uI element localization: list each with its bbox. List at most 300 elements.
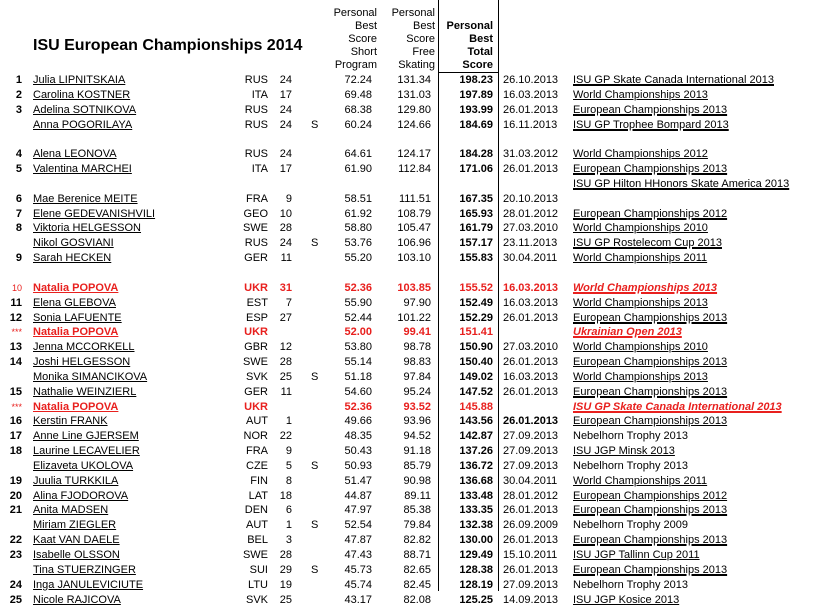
cell-nat: UKR — [244, 400, 268, 413]
cell-age: 25 — [279, 370, 292, 383]
cell-s: S — [311, 563, 319, 576]
cell-rank: 3 — [15, 103, 22, 116]
cell-fs: 89.11 — [404, 489, 431, 502]
cell-nat: SVK — [245, 593, 268, 606]
cell-fs: 106.96 — [397, 237, 431, 250]
cell-total: 152.29 — [459, 311, 493, 324]
cell-age: 28 — [279, 222, 292, 235]
cell-age: 17 — [279, 88, 292, 101]
cell-age: 24 — [279, 103, 292, 116]
cell-fs: 131.34 — [397, 74, 431, 86]
table-row — [0, 414, 813, 429]
skater-name-link[interactable]: Tina STUERZINGER — [33, 563, 136, 576]
cell-rank: 12 — [9, 311, 22, 324]
cell-nat: FIN — [250, 474, 268, 487]
cell-nat: SWE — [242, 356, 268, 369]
cell-date: 16.03.2013 — [503, 281, 559, 294]
table-row — [0, 88, 813, 103]
cell-sp: 51.47 — [344, 474, 372, 487]
event-link[interactable]: World Championships 2012 — [573, 148, 708, 161]
cell-total: 137.26 — [459, 445, 493, 458]
cell-s: S — [311, 118, 319, 131]
cell-rank: *** — [11, 401, 22, 412]
table-row — [0, 400, 813, 415]
cell-fs: 124.66 — [397, 118, 431, 131]
event-link[interactable]: ISU JGP Minsk 2013 — [573, 445, 675, 458]
event-link: Nebelhorn Trophy 2013 — [573, 430, 688, 443]
cell-total: 155.52 — [459, 281, 493, 294]
skater-name-link[interactable]: Anna POGORILAYA — [33, 118, 133, 131]
event-link[interactable]: World Championships 2010 — [573, 341, 708, 354]
cell-fs: 95.24 — [403, 385, 431, 398]
skater-name-link[interactable]: Valentina MARCHEI — [33, 163, 132, 176]
cell-sp: 55.90 — [344, 296, 372, 309]
cell-total: 151.41 — [459, 326, 493, 339]
event-link[interactable]: World Championships 2013 — [573, 281, 718, 294]
table-row — [0, 459, 813, 474]
table-row — [0, 325, 813, 340]
cell-rank: 13 — [9, 341, 22, 354]
event-link: Nebelhorn Trophy 2009 — [573, 519, 688, 532]
cell-date: 26.01.2013 — [503, 563, 559, 576]
cell-age: 24 — [279, 118, 292, 131]
cell-nat: SWE — [242, 549, 268, 561]
skater-name-link[interactable]: Sarah HECKEN — [33, 252, 112, 265]
cell-s: S — [311, 370, 319, 383]
cell-date: 26.09.2009 — [503, 519, 559, 532]
cell-date: 26.01.2013 — [503, 534, 559, 547]
cell-rank: 23 — [9, 549, 22, 561]
cell-total: 145.88 — [459, 400, 493, 413]
cell-fs: 99.41 — [403, 326, 431, 339]
cell-sp: 54.60 — [344, 385, 372, 398]
cell-nat: SVK — [245, 370, 268, 383]
cell-fs: 82.65 — [403, 563, 431, 576]
table-row — [0, 221, 813, 236]
cell-nat: LTU — [248, 578, 268, 591]
cell-age: 25 — [279, 593, 292, 606]
cell-rank: 16 — [9, 415, 22, 428]
cell-rank: 1 — [15, 74, 22, 86]
cell-age: 11 — [280, 385, 292, 398]
table-row — [0, 474, 813, 489]
cell-total: 147.52 — [459, 385, 493, 398]
cell-age: 12 — [279, 341, 292, 354]
cell-sp: 61.90 — [344, 163, 372, 176]
table-row — [0, 518, 813, 533]
cell-total: 165.93 — [459, 207, 493, 220]
table-row — [0, 385, 813, 400]
event-link[interactable]: ISU JGP Kosice 2013 — [573, 593, 680, 606]
event-link[interactable]: World Championships 2010 — [573, 222, 708, 235]
skater-name-link[interactable]: Natalia POPOVA — [33, 281, 119, 294]
cell-age: 9 — [285, 192, 292, 205]
cell-nat: ITA — [251, 163, 268, 176]
cell-rank: 2 — [15, 88, 22, 101]
cell-age: 24 — [279, 148, 292, 161]
cell-age: 29 — [279, 563, 292, 576]
event-link[interactable]: European Championships 2013 — [573, 311, 728, 324]
skater-name-link[interactable]: Elena GLEBOVA — [33, 296, 116, 309]
cell-rank: 19 — [9, 474, 22, 487]
cell-age: 22 — [279, 430, 292, 443]
cell-sp: 47.87 — [344, 534, 372, 547]
cell-total: 133.35 — [459, 504, 493, 517]
table-row — [0, 296, 813, 311]
skater-name-link[interactable]: Elizaveta UKOLOVA — [33, 459, 134, 472]
skater-name-link[interactable]: Natalia POPOVA — [33, 400, 119, 413]
cell-rank: 20 — [9, 489, 22, 502]
table-row — [0, 162, 813, 177]
cell-fs: 97.90 — [403, 296, 431, 309]
skater-name-link[interactable]: Monika SIMANCIKOVA — [33, 370, 148, 383]
cell-age: 24 — [279, 237, 292, 250]
cell-rank: 7 — [15, 207, 22, 220]
page-title: ISU European Championships 2014 — [33, 37, 303, 54]
cell-fs: 82.82 — [403, 534, 431, 547]
cell-total: 128.38 — [459, 563, 493, 576]
cell-nat: GEO — [243, 207, 268, 220]
skater-name-link[interactable]: Laurine LECAVELIER — [33, 445, 140, 458]
event-link[interactable]: ISU GP Hilton HHonors Skate America 2013 — [573, 177, 790, 190]
cell-total: 167.35 — [459, 192, 493, 205]
cell-total: 125.25 — [459, 593, 493, 606]
cell-total: 136.68 — [459, 474, 493, 487]
cell-fs: 129.80 — [397, 103, 431, 116]
cell-age: 19 — [279, 578, 292, 591]
event-link[interactable]: ISU GP Skate Canada International 2013 — [573, 74, 774, 86]
table-row — [0, 251, 813, 266]
skater-name-link[interactable]: Viktoria HELGESSON — [33, 222, 142, 235]
cell-total: 161.79 — [459, 222, 493, 235]
cell-age: 28 — [279, 549, 292, 561]
event-link[interactable]: European Championships 2013 — [573, 415, 728, 428]
cell-fs: 103.10 — [397, 252, 431, 265]
cell-sp: 52.00 — [344, 326, 372, 339]
skater-name-link[interactable]: Nathalie WEINZIERL — [33, 385, 137, 398]
cell-sp: 44.87 — [344, 489, 372, 502]
cell-rank: 22 — [9, 534, 22, 547]
cell-sp: 45.73 — [344, 563, 372, 576]
event-link[interactable]: European Championships 2012 — [573, 489, 728, 502]
table-row — [0, 340, 813, 355]
event-link[interactable]: World Championships 2013 — [573, 370, 708, 383]
cell-nat: UKR — [244, 281, 268, 294]
skater-name-link[interactable]: Juulia TURKKILA — [33, 474, 119, 487]
cell-age: 1 — [285, 519, 292, 532]
cell-date: 26.01.2013 — [503, 311, 559, 324]
cell-nat: FRA — [246, 192, 268, 205]
skater-name-link[interactable]: Miriam ZIEGLER — [33, 519, 117, 532]
cell-nat: RUS — [244, 237, 268, 250]
cell-total: 150.40 — [459, 356, 493, 369]
table-row — [0, 503, 813, 518]
cell-rank: 21 — [9, 504, 22, 517]
event-link[interactable]: European Championships 2013 — [573, 534, 728, 547]
table-row — [0, 103, 813, 118]
skater-name-link[interactable]: Carolina KOSTNER — [33, 88, 131, 101]
table-row — [0, 548, 813, 563]
cell-date: 27.09.2013 — [503, 459, 559, 472]
cell-fs: 88.71 — [403, 549, 431, 561]
cell-nat: SUI — [249, 563, 268, 576]
skater-name-link[interactable]: Kerstin FRANK — [33, 415, 108, 428]
table-row — [0, 533, 813, 548]
event-link[interactable]: European Championships 2013 — [573, 385, 728, 398]
cell-total: 197.89 — [459, 88, 493, 101]
skater-name-link[interactable]: Anita MADSEN — [33, 504, 109, 517]
cell-nat: NOR — [243, 430, 268, 443]
cell-age: 10 — [279, 207, 292, 220]
cell-nat: GER — [244, 252, 268, 265]
cell-total: 157.17 — [459, 237, 493, 250]
cell-total: 155.83 — [459, 252, 493, 265]
cell-fs: 85.38 — [403, 504, 431, 517]
event-link[interactable]: Ukrainian Open 2013 — [573, 326, 682, 339]
cell-date: 30.04.2011 — [503, 252, 558, 265]
table-row — [0, 355, 813, 370]
cell-rank: 24 — [9, 578, 22, 591]
cell-date: 16.03.2013 — [503, 296, 559, 309]
skater-name-link[interactable]: Anne Line GJERSEM — [33, 430, 139, 443]
table-row — [0, 370, 813, 385]
cell-sp: 48.35 — [344, 430, 372, 443]
cell-age: 6 — [285, 504, 292, 517]
event-link[interactable]: World Championships 2013 — [573, 296, 708, 309]
cell-total: 150.90 — [459, 341, 493, 354]
cell-nat: RUS — [244, 118, 268, 131]
cell-total: 193.99 — [459, 103, 493, 116]
table-row — [0, 147, 813, 162]
cell-date: 16.03.2013 — [503, 88, 559, 101]
table-row — [0, 236, 813, 251]
cell-sp: 61.92 — [344, 207, 372, 220]
skater-name-link[interactable]: Elene GEDEVANISHVILI — [33, 207, 156, 220]
cell-age: 24 — [279, 74, 292, 86]
cell-sp: 69.48 — [344, 88, 372, 101]
cell-date: 14.09.2013 — [503, 593, 559, 606]
cell-nat: RUS — [244, 148, 268, 161]
cell-sp: 47.97 — [344, 504, 372, 517]
header-short-program: Personal Best Score Short Program — [333, 7, 377, 71]
cell-age: 11 — [280, 252, 292, 265]
cell-age: 9 — [285, 445, 292, 458]
table-row — [0, 281, 813, 296]
cell-fs: 82.45 — [403, 578, 431, 591]
cell-nat: ITA — [251, 88, 268, 101]
event-link[interactable]: ISU JGP Tallinn Cup 2011 — [573, 549, 700, 561]
cell-nat: CZE — [246, 459, 268, 472]
cell-fs: 93.96 — [403, 415, 431, 428]
cell-date: 26.01.2013 — [503, 415, 559, 428]
cell-date: 16.11.2013 — [503, 118, 558, 131]
table-row — [0, 73, 813, 88]
cell-total: 143.56 — [459, 415, 493, 428]
cell-sp: 53.76 — [344, 237, 372, 250]
cell-fs: 94.52 — [403, 430, 431, 443]
cell-fs: 98.78 — [403, 341, 431, 354]
cell-date: 23.11.2013 — [503, 237, 558, 250]
cell-rank: 11 — [10, 296, 22, 309]
cell-date: 27.03.2010 — [503, 222, 559, 235]
cell-age: 5 — [285, 459, 292, 472]
cell-rank: 9 — [15, 252, 22, 265]
skater-name-link[interactable]: Joshi HELGESSON — [33, 356, 131, 369]
cell-s: S — [311, 459, 319, 472]
event-link[interactable]: European Championships 2012 — [573, 207, 728, 220]
cell-date: 26.01.2013 — [503, 163, 559, 176]
event-link[interactable]: World Championships 2013 — [573, 88, 708, 101]
skater-name-link[interactable]: Inga JANULEVICIUTE — [33, 578, 144, 591]
cell-age: 18 — [279, 489, 292, 502]
cell-fs: 93.52 — [403, 400, 431, 413]
event-link[interactable]: ISU GP Trophee Bompard 2013 — [573, 118, 729, 131]
cell-rank: 10 — [11, 282, 22, 293]
cell-sp: 49.66 — [344, 415, 372, 428]
cell-date: 26.01.2013 — [503, 356, 559, 369]
skater-name-link[interactable]: Alina FJODOROVA — [33, 489, 129, 502]
cell-total: 152.49 — [459, 296, 493, 309]
cell-sp: 64.61 — [344, 148, 372, 161]
cell-nat: AUT — [246, 415, 268, 428]
cell-nat: RUS — [244, 74, 268, 86]
cell-fs: 124.17 — [397, 148, 431, 161]
cell-total: 171.06 — [459, 163, 493, 176]
cell-sp: 43.17 — [344, 593, 372, 606]
cell-age: 31 — [279, 281, 292, 294]
cell-sp: 52.36 — [344, 281, 372, 294]
cell-fs: 101.22 — [397, 311, 431, 324]
cell-nat: FRA — [246, 445, 268, 458]
cell-nat: ESP — [245, 311, 268, 324]
cell-total: 184.69 — [459, 118, 493, 131]
cell-total: 136.72 — [459, 459, 493, 472]
cell-nat: GBR — [244, 341, 268, 354]
table-row — [0, 593, 813, 607]
cell-date: 27.03.2010 — [503, 341, 559, 354]
cell-age: 7 — [285, 296, 292, 309]
spacer-row — [0, 132, 813, 147]
skater-name-link[interactable]: Natalia POPOVA — [33, 326, 119, 339]
cell-sp: 72.24 — [344, 74, 372, 86]
cell-fs: 97.84 — [403, 370, 431, 383]
cell-rank: 18 — [9, 445, 22, 458]
table-row — [0, 429, 813, 444]
cell-nat: UKR — [244, 326, 268, 339]
event-link[interactable]: World Championships 2011 — [573, 252, 708, 265]
event-link[interactable]: ISU GP Rostelecom Cup 2013 — [573, 237, 722, 250]
cell-sp: 51.18 — [344, 370, 372, 383]
cell-fs: 85.79 — [403, 459, 431, 472]
table-row — [0, 207, 813, 222]
cell-rank: 5 — [15, 163, 22, 176]
cell-fs: 111.51 — [398, 192, 431, 205]
cell-total: 142.87 — [459, 430, 493, 443]
cell-date: 16.03.2013 — [503, 370, 559, 383]
cell-rank: 8 — [15, 222, 22, 235]
cell-fs: 105.47 — [397, 222, 431, 235]
cell-date: 27.09.2013 — [503, 430, 559, 443]
cell-nat: GER — [244, 385, 268, 398]
cell-date: 26.01.2013 — [503, 385, 559, 398]
cell-date: 15.10.2011 — [503, 549, 558, 561]
skater-name-link[interactable]: Jenna MCCORKELL — [33, 341, 135, 354]
cell-rank: 4 — [15, 148, 22, 161]
table-row — [0, 177, 813, 207]
cell-fs: 131.03 — [397, 88, 431, 101]
event-link: Nebelhorn Trophy 2013 — [573, 578, 688, 591]
cell-sp: 52.44 — [344, 311, 372, 324]
event-link[interactable]: European Championships 2013 — [573, 163, 728, 176]
cell-age: 3 — [285, 534, 292, 547]
cell-age: 8 — [285, 474, 292, 487]
skater-name-link[interactable]: Julia LIPNITSKAIA — [33, 74, 126, 86]
cell-sp: 55.20 — [344, 252, 372, 265]
cell-fs: 79.84 — [403, 519, 431, 532]
cell-s: S — [311, 237, 319, 250]
skater-name-link[interactable]: Kaat VAN DAELE — [33, 534, 120, 547]
cell-sp: 50.43 — [344, 445, 372, 458]
cell-date: 31.03.2012 — [503, 148, 559, 161]
cell-fs: 98.83 — [403, 356, 431, 369]
event-link[interactable]: European Championships 2013 — [573, 563, 728, 576]
cell-rank: 15 — [9, 385, 22, 398]
skater-name-link[interactable]: Alena LEONOVA — [33, 148, 117, 161]
table-row — [0, 563, 813, 578]
event-link[interactable]: ISU GP Skate Canada International 2013 — [573, 400, 782, 413]
table-row — [0, 311, 813, 326]
cell-date: 28.01.2012 — [503, 207, 559, 220]
cell-total: 184.28 — [459, 148, 493, 161]
event-link[interactable]: European Championships 2013 — [573, 504, 728, 517]
cell-date: 26.10.2013 — [503, 74, 559, 86]
cell-s: S — [311, 519, 319, 532]
cell-age: 27 — [279, 311, 292, 324]
skater-name-link[interactable]: Nicole RAJICOVA — [33, 593, 121, 606]
cell-sp: 50.93 — [344, 459, 372, 472]
skater-name-link[interactable]: Sonia LAFUENTE — [33, 311, 122, 324]
cell-sp: 53.80 — [344, 341, 372, 354]
spacer-row — [0, 266, 813, 281]
event-link[interactable]: World Championships 2011 — [573, 474, 708, 487]
skater-name-link[interactable]: Nikol GOSVIANI — [33, 237, 114, 250]
table-row — [0, 578, 813, 593]
cell-total: 133.48 — [459, 489, 493, 502]
cell-sp: 55.14 — [344, 356, 372, 369]
cell-nat: SWE — [242, 222, 268, 235]
skater-name-link[interactable]: Isabelle OLSSON — [33, 549, 120, 561]
cell-nat: LAT — [248, 489, 268, 502]
cell-total: 149.02 — [459, 370, 493, 383]
cell-rank: 14 — [9, 356, 22, 369]
cell-total: 128.19 — [459, 578, 493, 591]
event-link[interactable]: European Championships 2013 — [573, 103, 728, 116]
cell-rank: 17 — [9, 430, 22, 443]
skater-name-link[interactable]: Mae Berenice MEITE — [33, 192, 138, 205]
table-row — [0, 118, 813, 133]
cell-nat: AUT — [246, 519, 268, 532]
cell-rank: *** — [11, 327, 22, 338]
cell-date: 26.01.2013 — [503, 103, 559, 116]
cell-nat: RUS — [244, 103, 268, 116]
cell-date: 30.04.2011 — [503, 474, 558, 487]
skater-name-link[interactable]: Adelina SOTNIKOVA — [33, 103, 137, 116]
cell-fs: 103.85 — [397, 281, 431, 294]
cell-sp: 60.24 — [344, 118, 372, 131]
event-link[interactable]: European Championships 2013 — [573, 356, 728, 369]
cell-sp: 58.80 — [344, 222, 372, 235]
cell-total: 198.23 — [459, 74, 493, 86]
